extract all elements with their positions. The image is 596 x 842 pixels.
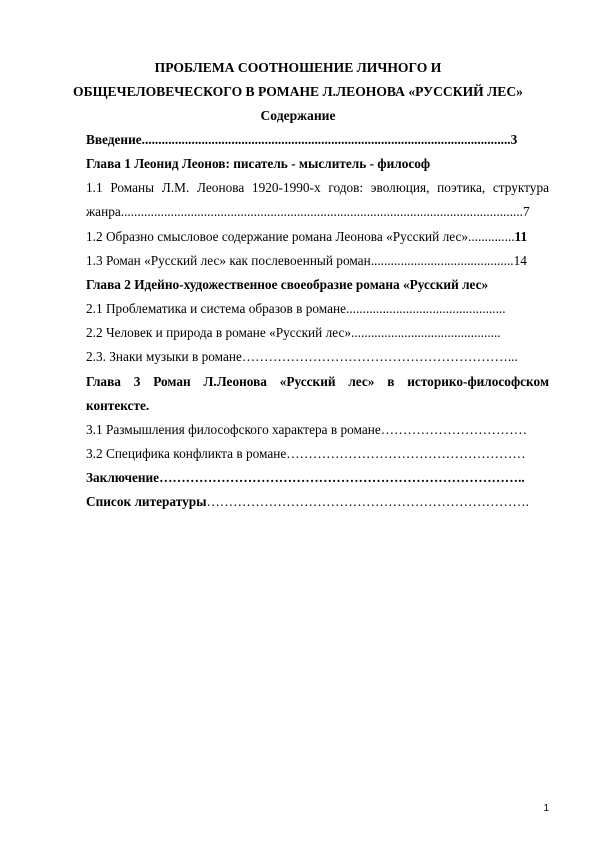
toc-section-1-2 <box>86 228 549 245</box>
toc-section-2-3: 2.3. Знаки музыки в романе……………………………………………………... <box>86 349 518 364</box>
toc-section-3-2: 3.2 Специфика конфликта в романе……………………………………………… <box>86 446 526 461</box>
toc-chapter-3: Глава 3 Роман Л.Леонова «Русский лес» в историко-философском <box>86 374 549 389</box>
toc-section-2-1: 2.1 Проблематика и система образов в романе................................................ <box>86 301 506 316</box>
toc-bibliography <box>86 493 549 510</box>
toc-bibliography-dots: ………………………………………………………………. <box>206 494 529 509</box>
toc-section-2-2: 2.2 Человек и природа в романе «Русский лес»............................................. <box>86 325 501 340</box>
toc-section-3-1: 3.1 Размышления философского характера в романе…………………………… <box>86 422 527 437</box>
toc-chapter-1: Глава 1 Леонид Леонов: писатель - мыслитель - философ <box>86 156 431 171</box>
toc-section-1-2-text: 1.2 Образно смысловое содержание романа Леонова «Русский лес».............. <box>86 229 515 244</box>
document-title-line-1: ПРОБЛЕМА СООТНОШЕНИЕ ЛИЧНОГО И <box>154 60 442 75</box>
page-number: 1 <box>543 803 549 814</box>
toc-chapter-3-continued: контексте. <box>86 398 150 413</box>
toc-introduction: Введение...............................................................................................................3 <box>86 132 518 147</box>
toc-conclusion: Заключение……………………………………………………………………….. <box>86 470 525 485</box>
toc-chapter-2: Глава 2 Идейно-художественное своеобразие романа «Русский лес» <box>86 277 489 292</box>
contents-heading: Содержание <box>260 108 336 123</box>
toc-section-1-2-page: 11 <box>514 229 528 244</box>
toc-section-1-1-continued: жанра.........................................................................................................................7 <box>86 204 530 219</box>
document-title-line-2: ОБЩЕЧЕЛОВЕЧЕСКОГО В РОМАНЕ Л.ЛЕОНОВА «РУССКИЙ ЛЕС» <box>73 84 523 99</box>
toc-bibliography-text: Список литературы <box>86 494 207 509</box>
toc-section-1-3: 1.3 Роман «Русский лес» как послевоенный роман...........................................14 <box>86 253 527 268</box>
toc-section-1-1: 1.1 Романы Л.М. Леонова 1920-1990-х годов: эволюция, поэтика, структура <box>86 180 549 195</box>
